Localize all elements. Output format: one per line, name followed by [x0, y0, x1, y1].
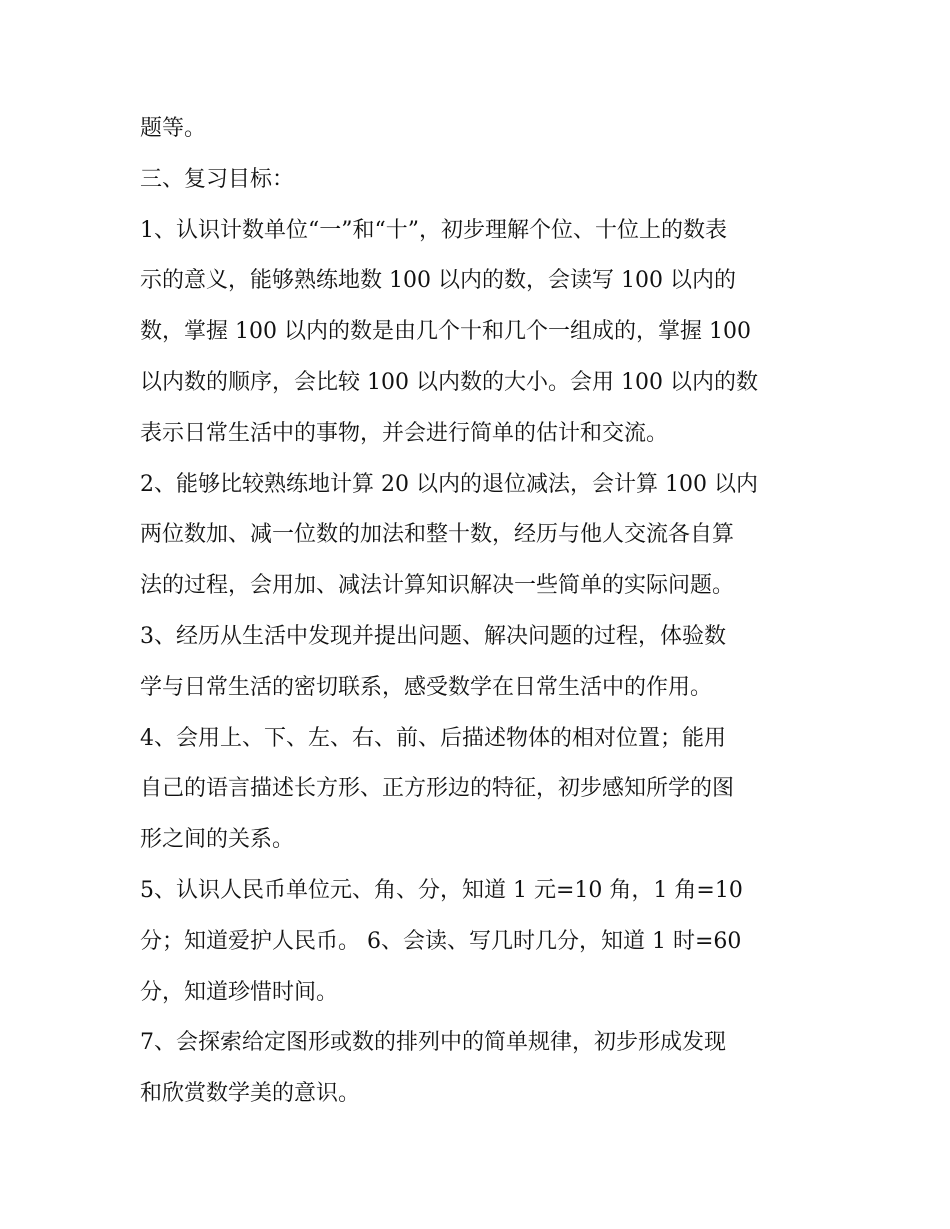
text-line: 自己的语言描述长方形、正方形边的特征，初步感知所学的图 [140, 776, 735, 802]
text-line: 表示日常生活中的事物，并会进行简单的估计和交流。 [140, 420, 669, 446]
text-line: 5、认识人民币单位元、角、分，知道 1 元=10 角，1 角=10 [140, 877, 743, 903]
text-line: 题等。 [140, 116, 207, 141]
text-line: 4、会用上、下、左、右、前、后描述物体的相对位置；能用 [140, 725, 726, 751]
text-line: 3、经历从生活中发现并提出问题、解决问题的过程，体验数 [140, 623, 726, 649]
text-line: 1、认识计数单位“一”和“十”，初步理解个位、十位上的数表 [140, 217, 727, 243]
text-line: 两位数加、减一位数的加法和整十数，经历与他人交流各自算 [140, 522, 735, 548]
document-body [140, 104, 820, 1120]
text-line: 以内数的顺序，会比较 100 以内数的大小。会用 100 以内的数 [140, 369, 758, 395]
text-line: 7、会探索给定图形或数的排列中的简单规律，初步形成发现 [140, 1030, 726, 1056]
text-line: 2、能够比较熟练地计算 20 以内的退位减法，会计算 100 以内 [140, 471, 758, 497]
text-line: 分；知道爱护人民币。 6、会读、写几时几分，知道 1 时=60 [140, 928, 742, 954]
text-line: 形之间的关系。 [140, 827, 295, 853]
text-line: 数，掌握 100 以内的数是由几个十和几个一组成的，掌握 100 [140, 319, 751, 345]
text-line: 学与日常生活的密切联系，感受数学在日常生活中的作用。 [140, 674, 713, 700]
text-line: 法的过程，会用加、减法计算知识解决一些简单的实际问题。 [140, 573, 735, 599]
text-line: 示的意义，能够熟练地数 100 以内的数，会读写 100 以内的 [140, 268, 736, 294]
text-line: 分，知道珍惜时间。 [140, 979, 339, 1005]
text-line: 和欣赏数学美的意识。 [140, 1081, 361, 1107]
section-heading: 三、复习目标： [140, 166, 295, 192]
